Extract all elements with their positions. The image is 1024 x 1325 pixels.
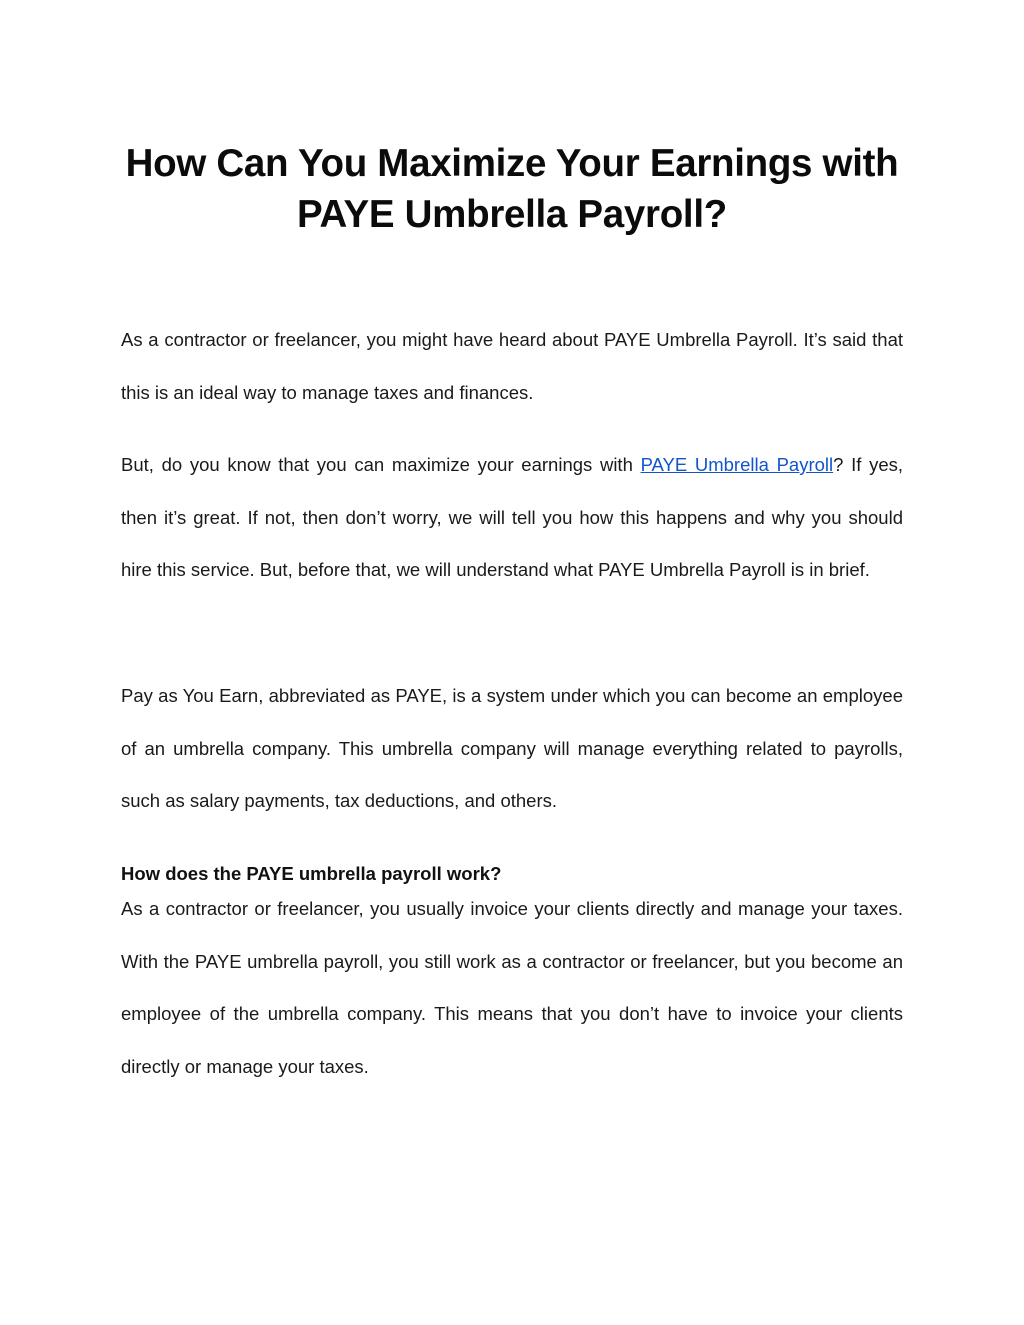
earnings-paragraph-text-before: But, do you know that you can maximize your earnings with xyxy=(121,454,641,475)
intro-paragraph: As a contractor or freelancer, you might have heard about PAYE Umbrella Payroll. It’s said that this is an ideal way to manage taxes and finances. xyxy=(121,329,903,403)
how-it-works-paragraph: As a contractor or freelancer, you usually invoice your clients directly and manage your taxes. With the PAYE umbrella payroll, you still work as a contractor or freelancer, but you become an employee of the umbrella company. This means that you don’t have to invoice your clients directly or manage your taxes. xyxy=(121,898,903,1077)
earnings-paragraph xyxy=(121,439,903,597)
page-title: How Can You Maximize Your Earnings with PAYE Umbrella Payroll? xyxy=(125,142,899,236)
section-heading: How does the PAYE umbrella payroll work? xyxy=(121,863,502,884)
earnings-paragraph-text-after: ? If yes, then it’s great. If not, then don’t worry, we will tell you how this happens and why you should hire this service. But, before that, we will understand what PAYE Umbrella Payroll is in brief. xyxy=(121,454,903,581)
paye-umbrella-payroll-link[interactable]: PAYE Umbrella Payroll xyxy=(640,454,834,475)
paye-definition-paragraph: Pay as You Earn, abbreviated as PAYE, is a system under which you can become an employee of an umbrella company. This umbrella company will manage everything related to payrolls, such as salary payments, tax deductions, and others. xyxy=(121,685,903,812)
